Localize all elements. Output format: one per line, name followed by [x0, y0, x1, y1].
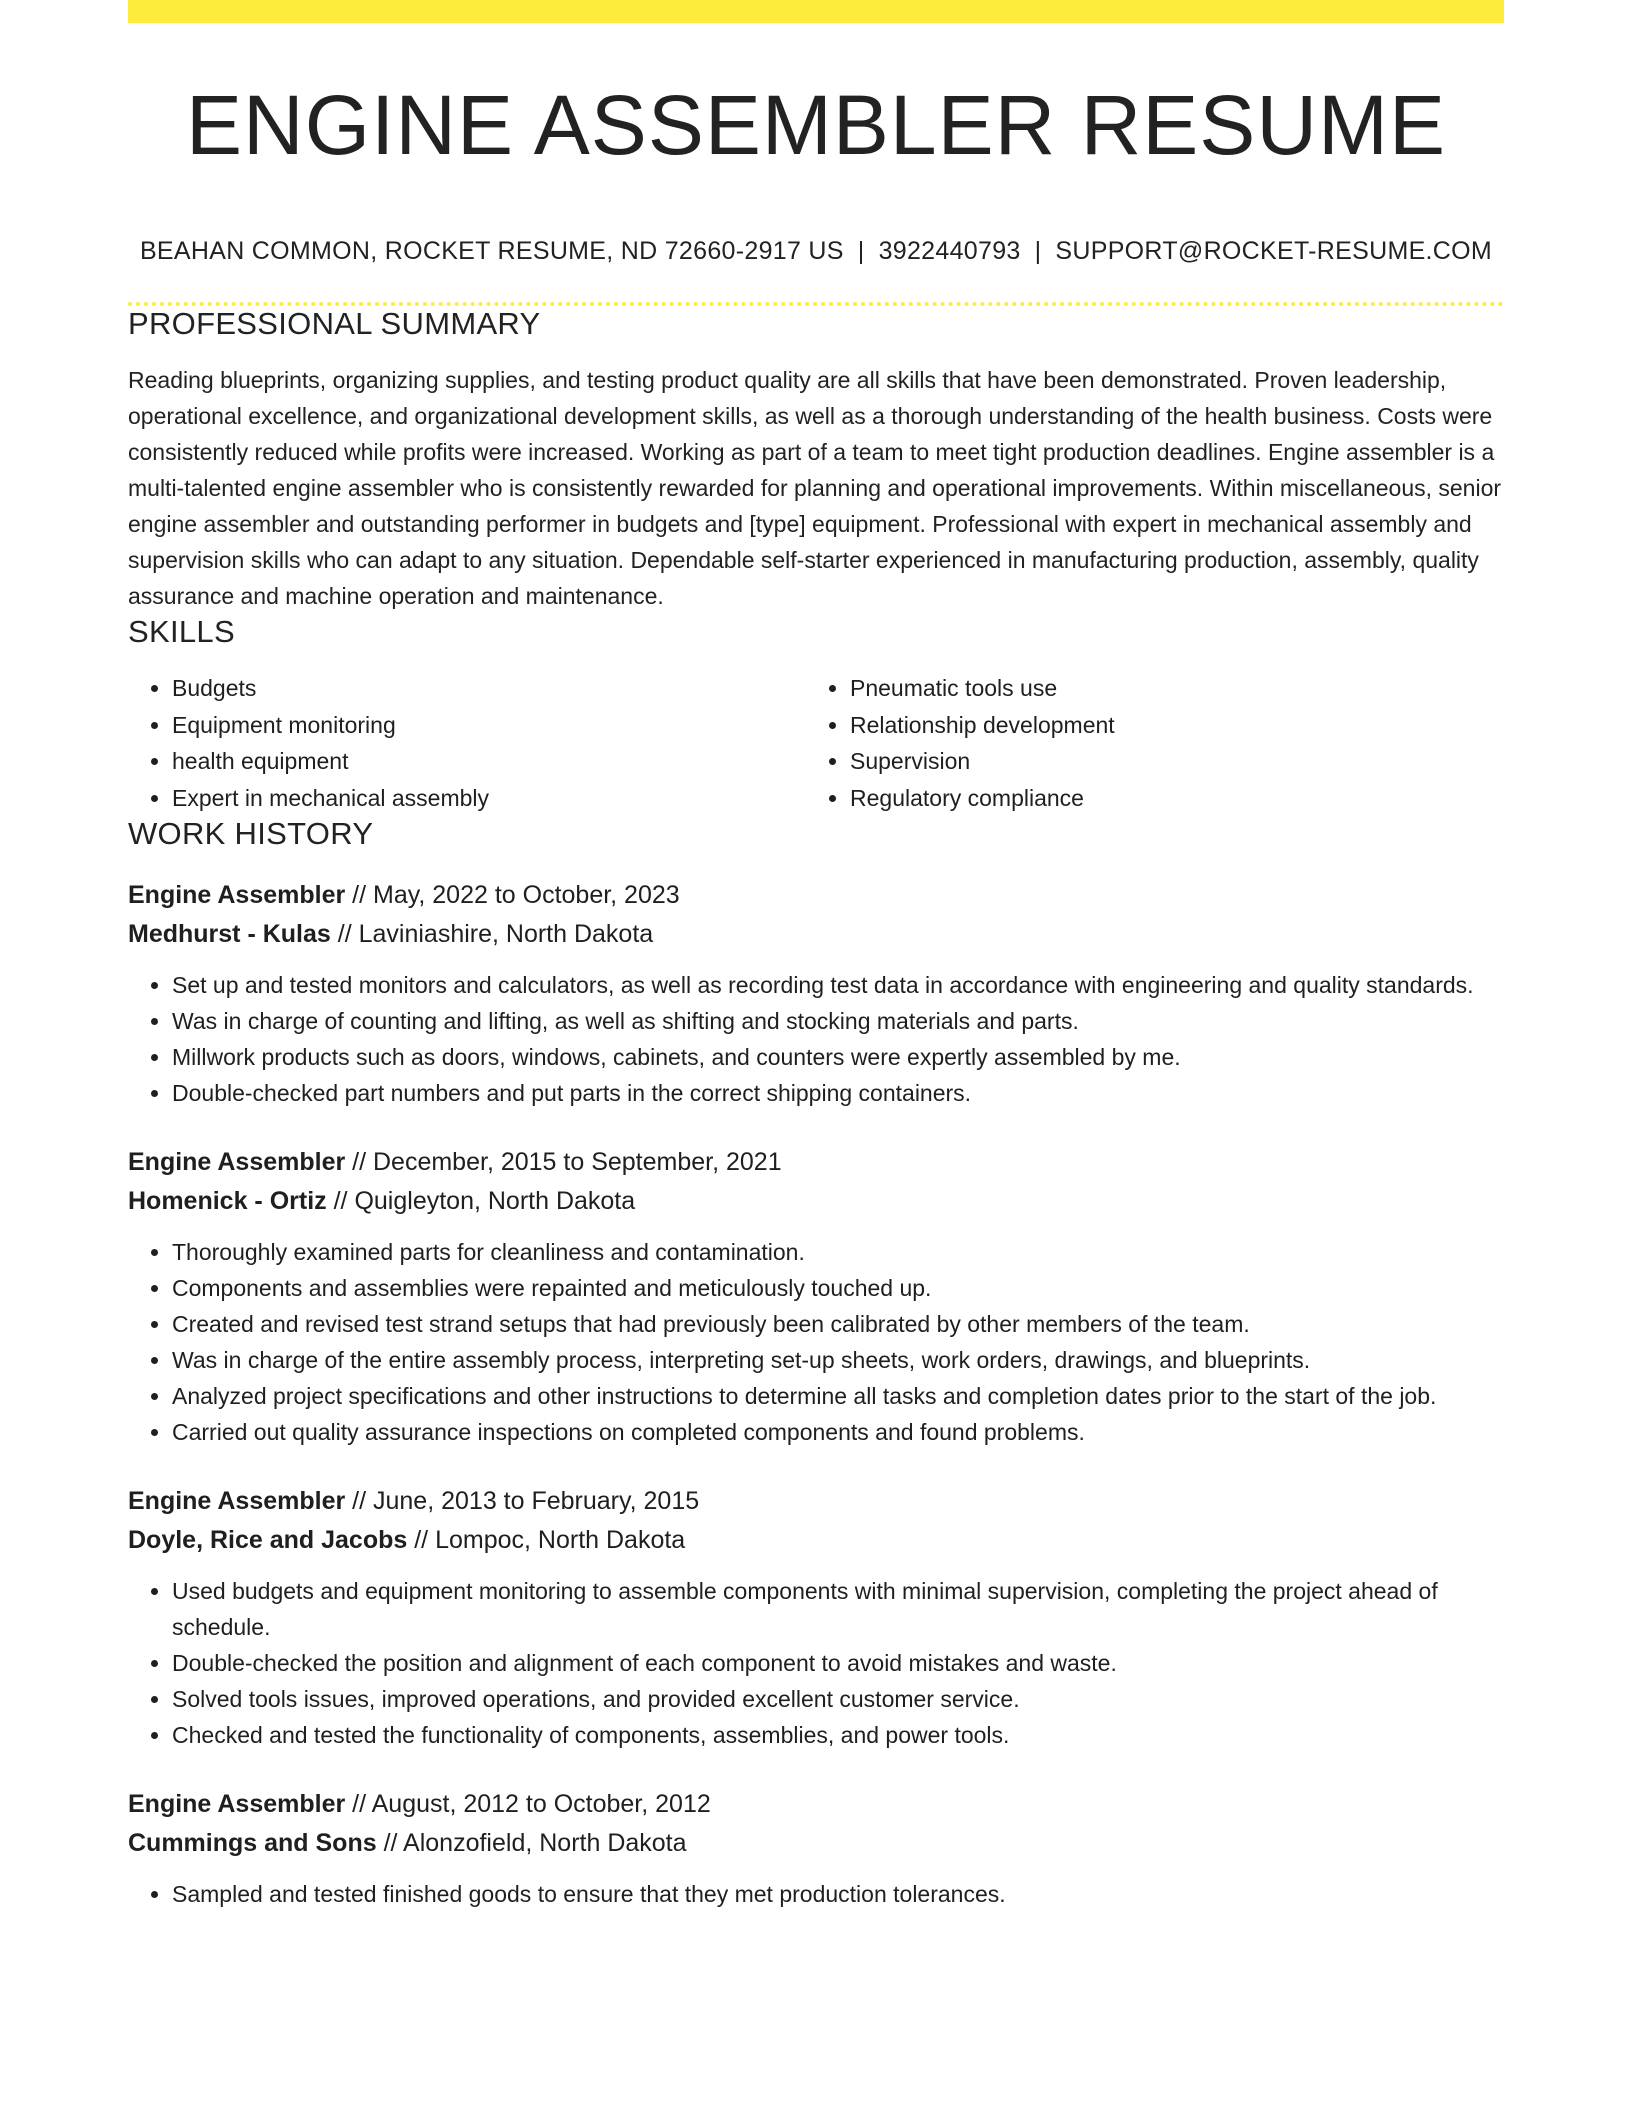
job-bullets: [128, 967, 1504, 1111]
job-title-line: [128, 1785, 1504, 1824]
job-title: Engine Assembler: [128, 1148, 346, 1176]
resume-title: ENGINE ASSEMBLER RESUME: [186, 78, 1446, 172]
contact-line: [128, 237, 1504, 266]
separator: //: [407, 1526, 436, 1554]
job-bullet: • Double-checked the position and alignment of each component to avoid mistakes and waste.: [172, 1645, 1504, 1681]
job-title: Engine Assembler: [128, 881, 346, 909]
job-bullet: • Sampled and tested finished goods to ensure that they met production tolerances.: [172, 1876, 1504, 1912]
separator: //: [345, 1148, 373, 1176]
job-bullet: • Set up and tested monitors and calculators, as well as recording test data in accordance with engineering and quality standards.: [172, 967, 1504, 1003]
job-bullet: • Double-checked part numbers and put parts in the correct shipping containers.: [172, 1075, 1504, 1111]
job-dates: June, 2013 to February, 2015: [373, 1487, 700, 1515]
separator: //: [345, 1487, 373, 1515]
job-bullet: • Thoroughly examined parts for cleanliness and contamination.: [172, 1234, 1504, 1270]
contact-separator: |: [1034, 237, 1042, 265]
skills-column-right: [806, 670, 1484, 816]
job-dates: May, 2022 to October, 2023: [373, 881, 680, 909]
separator: //: [376, 1829, 404, 1857]
job-entry: [128, 1785, 1504, 1912]
skill-item: • Budgets: [172, 670, 806, 707]
job-bullets: [128, 1573, 1504, 1753]
job-title: Engine Assembler: [128, 1790, 346, 1818]
skills-list: [128, 670, 1504, 816]
separator: //: [345, 1790, 372, 1818]
job-bullet: • Created and revised test strand setups that had previously been calibrated by other members of the team.: [172, 1306, 1504, 1342]
job-dates: August, 2012 to October, 2012: [371, 1790, 711, 1818]
job-company: Cummings and Sons: [128, 1829, 377, 1857]
job-company-line: [128, 1521, 1504, 1560]
job-bullets: [128, 1234, 1504, 1450]
job-bullet: • Solved tools issues, improved operations, and provided excellent customer service.: [172, 1681, 1504, 1717]
job-location: Lompoc, North Dakota: [435, 1526, 686, 1554]
skills-column-left: [128, 670, 806, 816]
summary-heading: PROFESSIONAL SUMMARY: [128, 306, 541, 341]
job-company: Doyle, Rice and Jacobs: [128, 1526, 408, 1554]
resume-page: [128, 0, 1504, 1912]
contact-separator: |: [857, 237, 865, 265]
job-title-line: [128, 1482, 1504, 1521]
job-company-line: [128, 1182, 1504, 1221]
job-company-line: [128, 915, 1504, 954]
job-entry: [128, 1143, 1504, 1450]
job-bullet: • Components and assemblies were repainted and meticulously touched up.: [172, 1270, 1504, 1306]
job-entry: [128, 876, 1504, 1111]
skill-item: • Equipment monitoring: [172, 707, 806, 744]
job-location: Alonzofield, North Dakota: [403, 1829, 687, 1857]
summary-text: Reading blueprints, organizing supplies, and testing product quality are all skills that have been demonstrated. Proven leadership, operational excellence, and organizational development skills, as well as a thorough understanding of the health business. Costs were consistently reduced while profits were increased. Working as part of a team to meet tight production deadlines. Engine assembler is a multi-talented engine assembler who is consistently rewarded for planning and operational improvements. Within miscellaneous, senior engine assembler and outstanding performer in budgets and [type] equipment. Professional with expert in mechanical assembly and supervision skills who can adapt to any situation. Dependable self-starter experienced in manufacturing production, assembly, quality assurance and machine operation and maintenance.: [128, 367, 1502, 609]
job-bullet: • Used budgets and equipment monitoring to assemble components with minimal supervision, completing the project ahead of schedule.: [172, 1573, 1504, 1645]
separator: //: [330, 920, 359, 948]
job-title-line: [128, 876, 1504, 915]
contact-email[interactable]: SUPPORT@ROCKET-RESUME.COM: [1055, 237, 1493, 265]
job-bullet: • Was in charge of the entire assembly process, interpreting set-up sheets, work orders, drawings, and blueprints.: [172, 1342, 1504, 1378]
job-bullet: • Carried out quality assurance inspections on completed components and found problems.: [172, 1414, 1504, 1450]
work-history-heading: WORK HISTORY: [128, 816, 374, 851]
job-company-line: [128, 1824, 1504, 1863]
skill-item: • Regulatory compliance: [850, 780, 1484, 817]
job-title-line: [128, 1143, 1504, 1182]
job-company: Homenick - Ortiz: [128, 1187, 327, 1215]
job-location: Laviniashire, North Dakota: [358, 920, 654, 948]
top-accent-bar: [128, 0, 1504, 23]
job-company: Medhurst - Kulas: [128, 920, 331, 948]
skill-item: • Expert in mechanical assembly: [172, 780, 806, 817]
skill-item: • Pneumatic tools use: [850, 670, 1484, 707]
skills-heading: SKILLS: [128, 614, 235, 649]
job-bullet: • Millwork products such as doors, windows, cabinets, and counters were expertly assembled by me.: [172, 1039, 1504, 1075]
job-bullet: • Analyzed project specifications and other instructions to determine all tasks and completion dates prior to the start of the job.: [172, 1378, 1504, 1414]
job-bullet: • Was in charge of counting and lifting, as well as shifting and stocking materials and parts.: [172, 1003, 1504, 1039]
contact-address: BEAHAN COMMON, ROCKET RESUME, ND 72660-2917 US: [139, 237, 844, 265]
separator: //: [326, 1187, 355, 1215]
job-location: Quigleyton, North Dakota: [354, 1187, 636, 1215]
job-entry: [128, 1482, 1504, 1753]
separator: //: [345, 881, 373, 909]
job-bullet: • Checked and tested the functionality of components, assemblies, and power tools.: [172, 1717, 1504, 1753]
skill-item: • Supervision: [850, 743, 1484, 780]
skill-item: • health equipment: [172, 743, 806, 780]
job-title: Engine Assembler: [128, 1487, 346, 1515]
job-dates: December, 2015 to September, 2021: [373, 1148, 782, 1176]
contact-phone: 3922440793: [878, 237, 1021, 265]
job-bullets: [128, 1876, 1504, 1912]
skill-item: • Relationship development: [850, 707, 1484, 744]
